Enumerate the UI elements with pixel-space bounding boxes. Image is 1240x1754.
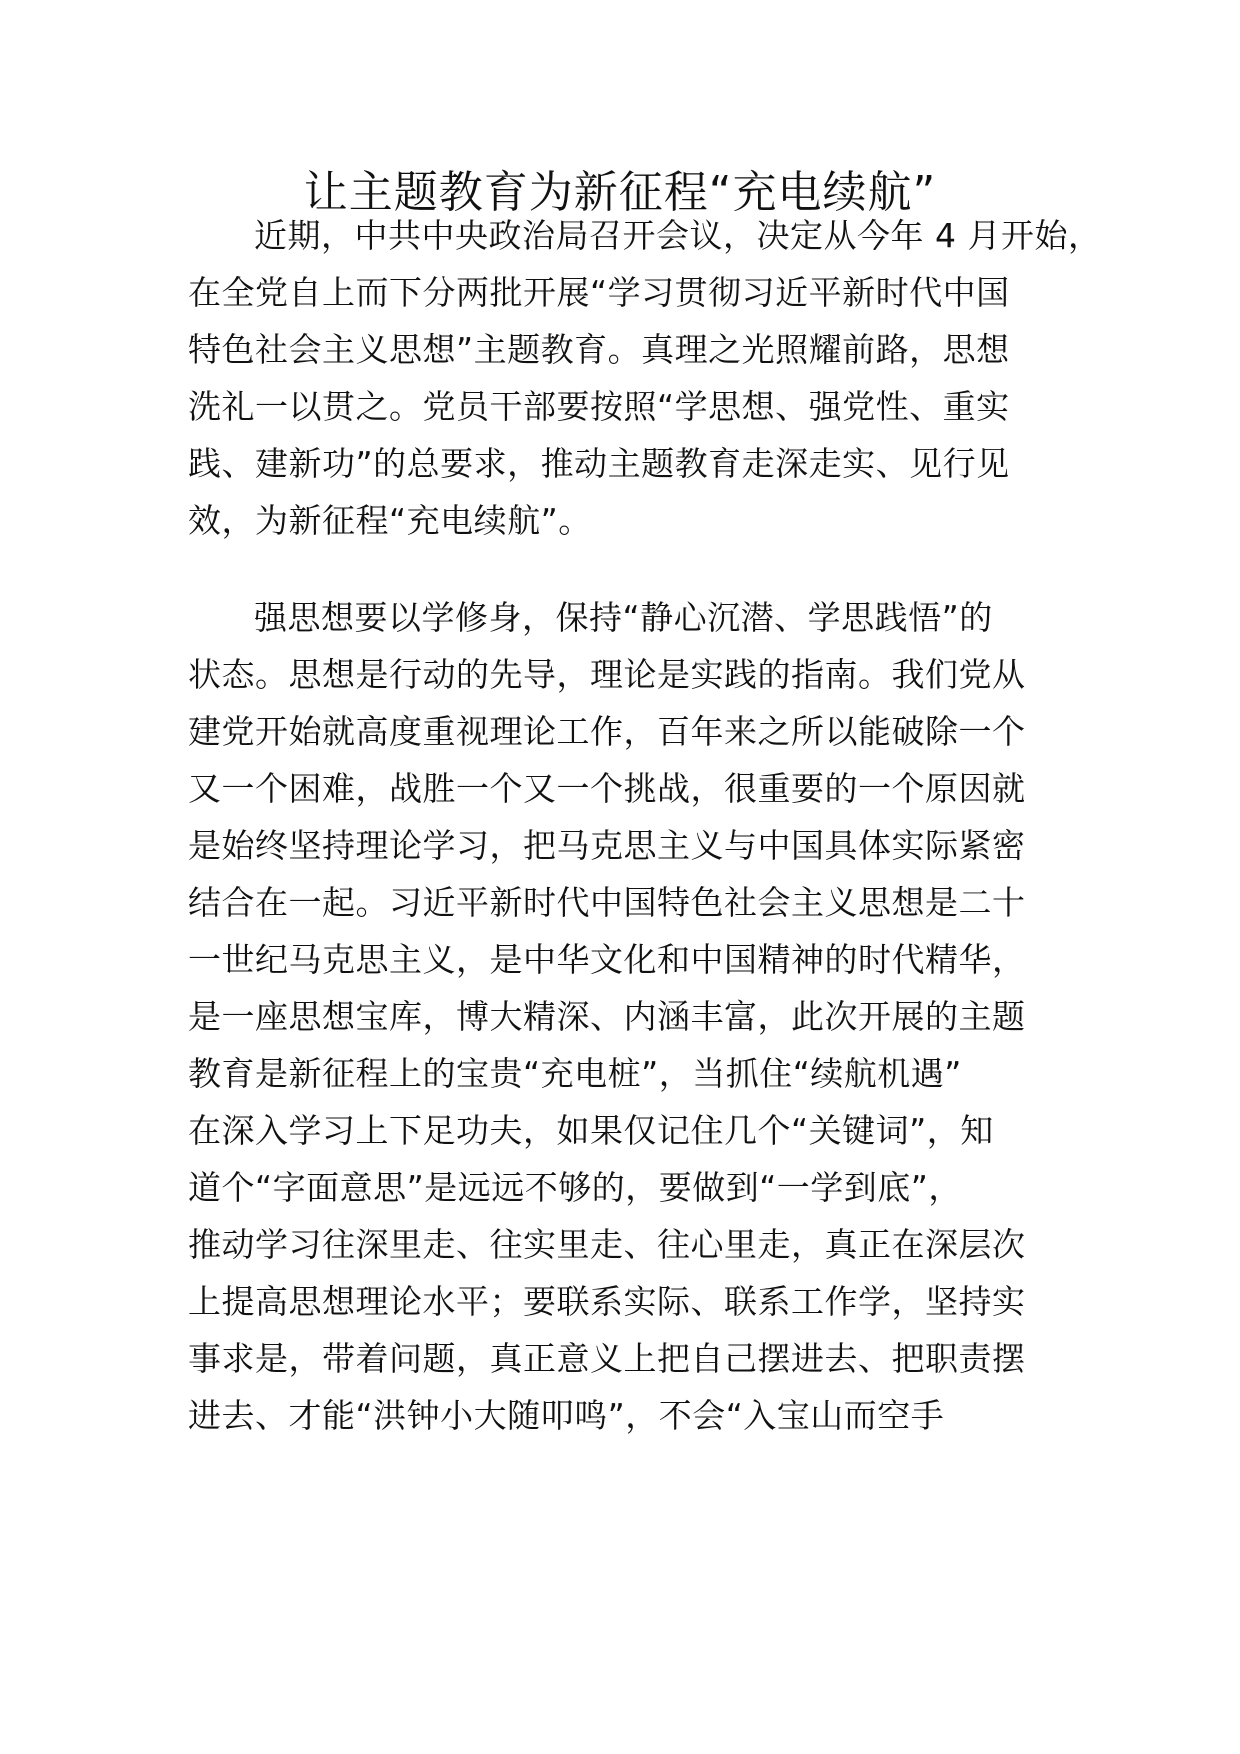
paragraph-2-line-5: 是始终坚持理论学习，把马克思主义与中国具体实际紧密 — [188, 826, 1026, 865]
paragraph-2-line-3: 建党开始就高度重视理论工作，百年来之所以能破除一个 — [188, 712, 1026, 751]
paragraph-1-line-1: 近期，中共中央政治局召开会议，决定从今年 4 月开始， — [254, 216, 1102, 255]
paragraph-1-line-2: 在全党自上而下分两批开展“学习贯彻习近平新时代中国 — [188, 273, 1010, 312]
paragraph-2-line-14: 事求是，带着问题，真正意义上把自己摆进去、把职责摆 — [188, 1339, 1026, 1378]
paragraph-1-line-6: 效，为新征程“充电续航”。 — [188, 501, 592, 540]
paragraph-2-line-9: 教育是新征程上的宝贵“充电桩”，当抓住“续航机遇” — [188, 1054, 962, 1093]
paragraph-2-line-8: 是一座思想宝库，博大精深、内涵丰富，此次开展的主题 — [188, 997, 1026, 1036]
paragraph-1-line-3: 特色社会主义思想”主题教育。真理之光照耀前路，思想 — [188, 330, 1010, 369]
paragraph-2-line-7: 一世纪马克思主义，是中华文化和中国精神的时代精华， — [188, 940, 1026, 979]
paragraph-2-line-13: 上提高思想理论水平；要联系实际、联系工作学，坚持实 — [188, 1282, 1026, 1321]
paragraph-2-line-12: 推动学习往深里走、往实里走、往心里走，真正在深层次 — [188, 1225, 1026, 1264]
paragraph-2-line-2: 状态。思想是行动的先导，理论是实践的指南。我们党从 — [188, 655, 1026, 694]
document-title: 让主题教育为新征程“充电续航” — [303, 167, 937, 218]
paragraph-1-line-4: 洗礼一以贯之。党员干部要按照“学思想、强党性、重实 — [188, 387, 1010, 426]
paragraph-2-line-11: 道个“字面意思”是远远不够的，要做到“一学到底”， — [188, 1168, 962, 1207]
paragraph-2-line-10: 在深入学习上下足功夫，如果仅记住几个“关键词”，知 — [188, 1111, 994, 1150]
paragraph-1-line-5: 践、建新功”的总要求，推动主题教育走深走实、见行见 — [188, 444, 1010, 483]
paragraph-2-line-6: 结合在一起。习近平新时代中国特色社会主义思想是二十 — [188, 883, 1026, 922]
paragraph-2-line-1: 强思想要以学修身，保持“静心沉潜、学思践悟”的 — [254, 598, 993, 637]
paragraph-2-line-15: 进去、才能“洪钟小大随叩鸣”，不会“入宝山而空手 — [188, 1396, 945, 1435]
paragraph-2-line-4: 又一个困难，战胜一个又一个挑战，很重要的一个原因就 — [188, 769, 1026, 808]
